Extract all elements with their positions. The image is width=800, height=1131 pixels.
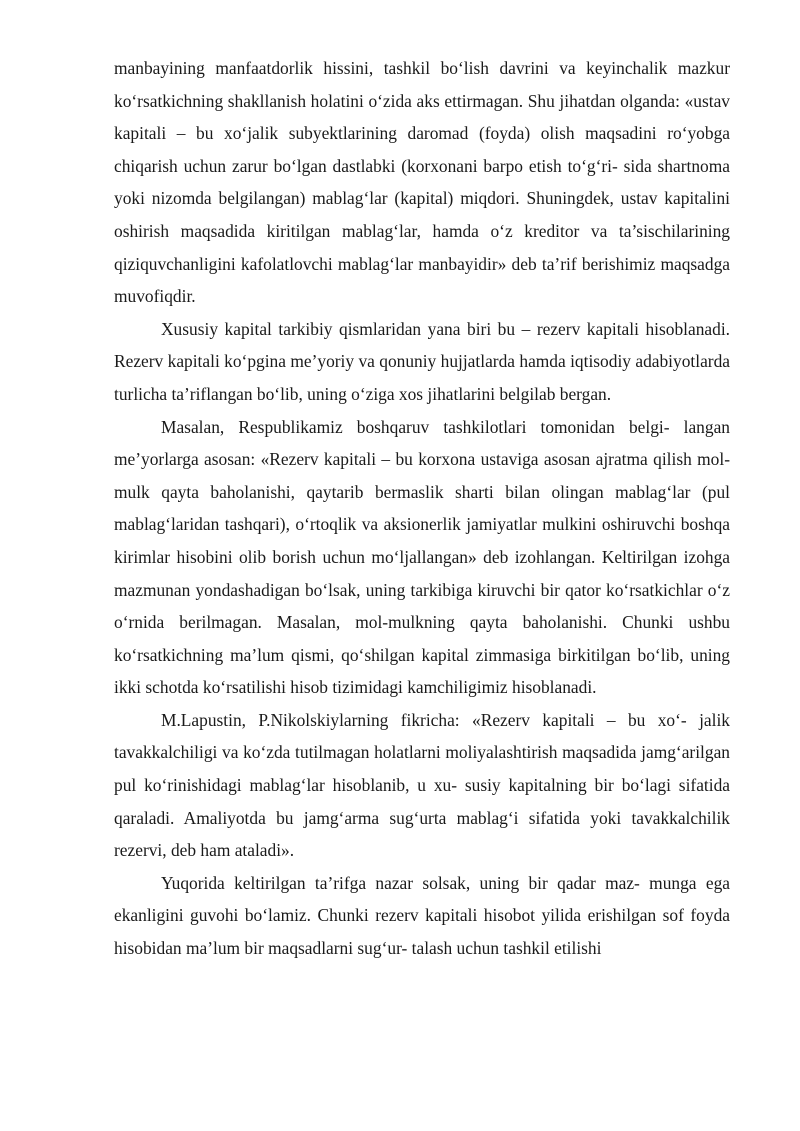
paragraph-2: Xususiy kapital tarkibiy qismlaridan yana biri bu – rezerv kapitali hisoblanadi. Rezerv kapitali ko‘pgina me’yoriy va qonuniy hujjatlarda hamda iqtisodiy adabiyotlarda turlicha ta’riflangan bo‘lib, uning o‘ziga xos jihatlarini belgilab bergan. — [114, 318, 730, 404]
paragraph-1: manbayining manfaatdorlik hissini, tashkil bo‘lish davrini va keyinchalik mazkur ko‘rsatkichning shakllanish holatini o‘zida aks ettirmagan. Shu jihatdan olganda: «ustav kapitali – bu xo‘jalik subyektlarining daromad (foyda) olish maqsadini ro‘yobga chiqarish uchun zarur bo‘lgan dastlabki (korxonani barpo etish to‘g‘ri- sida shartnoma yoki nizomda belgilangan) mablag‘lar (kapital) miqdori. Shuningdek, ustav kapitalini oshirish maqsadida kiritilgan mablag‘lar, hamda o‘z kreditor va ta’sischilarining qiziquvchanligini kafolatlovchi mablag‘lar manbayidir» deb ta’rif berishimiz maqsadga muvofiqdir. — [114, 58, 730, 307]
paragraph-3: Masalan, Respublikamiz boshqaruv tashkilotlari tomonidan belgi- langan me’yorlarga asosan: «Rezerv kapitali – bu korxona ustaviga asosan ajratma qilish mol-mulk qayta baholanishi, qaytarib bermaslik sharti bilan olingan mablag‘lar (pul mablag‘laridan tashqari), o‘rtoqlik va aksionerlik jamiyatlar mulkini oshiruvchi boshqa kirimlar hisobini olib borish uchun mo‘ljallangan» deb izohlangan. Keltirilgan izohga mazmunan yondashadigan bo‘lsak, uning tarkibiga kiruvchi bir qator ko‘rsatkichlar o‘z o‘rnida berilmagan. Masalan, mol-mulkning qayta baholanishi. Chunki ushbu ko‘rsatkichning ma’lum qismi, qo‘shilgan kapital zimmasiga birkitilgan bo‘lib, uning ikki schotda ko‘rsatilishi hisob tizimidagi kamchiligimiz hisoblanadi. — [114, 416, 730, 698]
paragraph-5: Yuqorida keltirilgan ta’rifga nazar solsak, uning bir qadar maz- munga ega ekanligini guvohi bo‘lamiz. Chunki rezerv kapitali hisobot yilida erishilgan sof foyda hisobidan ma’lum bir maqsadlarni sug‘ur- talash uchun tashkil etilishi — [114, 872, 730, 959]
paragraph-4: M.Lapustin, P.Nikolskiylarning fikricha: «Rezerv kapitali – bu xo‘- jalik tavakkalchiligi va ko‘zda tutilmagan holatlarni moliyalashtirish maqsadida jamg‘arilgan pul ko‘rinishidagi mablag‘lar hisoblanib, u xu- susiy kapitalning bir bo‘lagi sifatida qaraladi. Amaliyotda bu jamg‘arma sug‘urta mablag‘i sifatida yoki tavakkalchilik rezervi, deb ham ataladi». — [114, 709, 730, 861]
